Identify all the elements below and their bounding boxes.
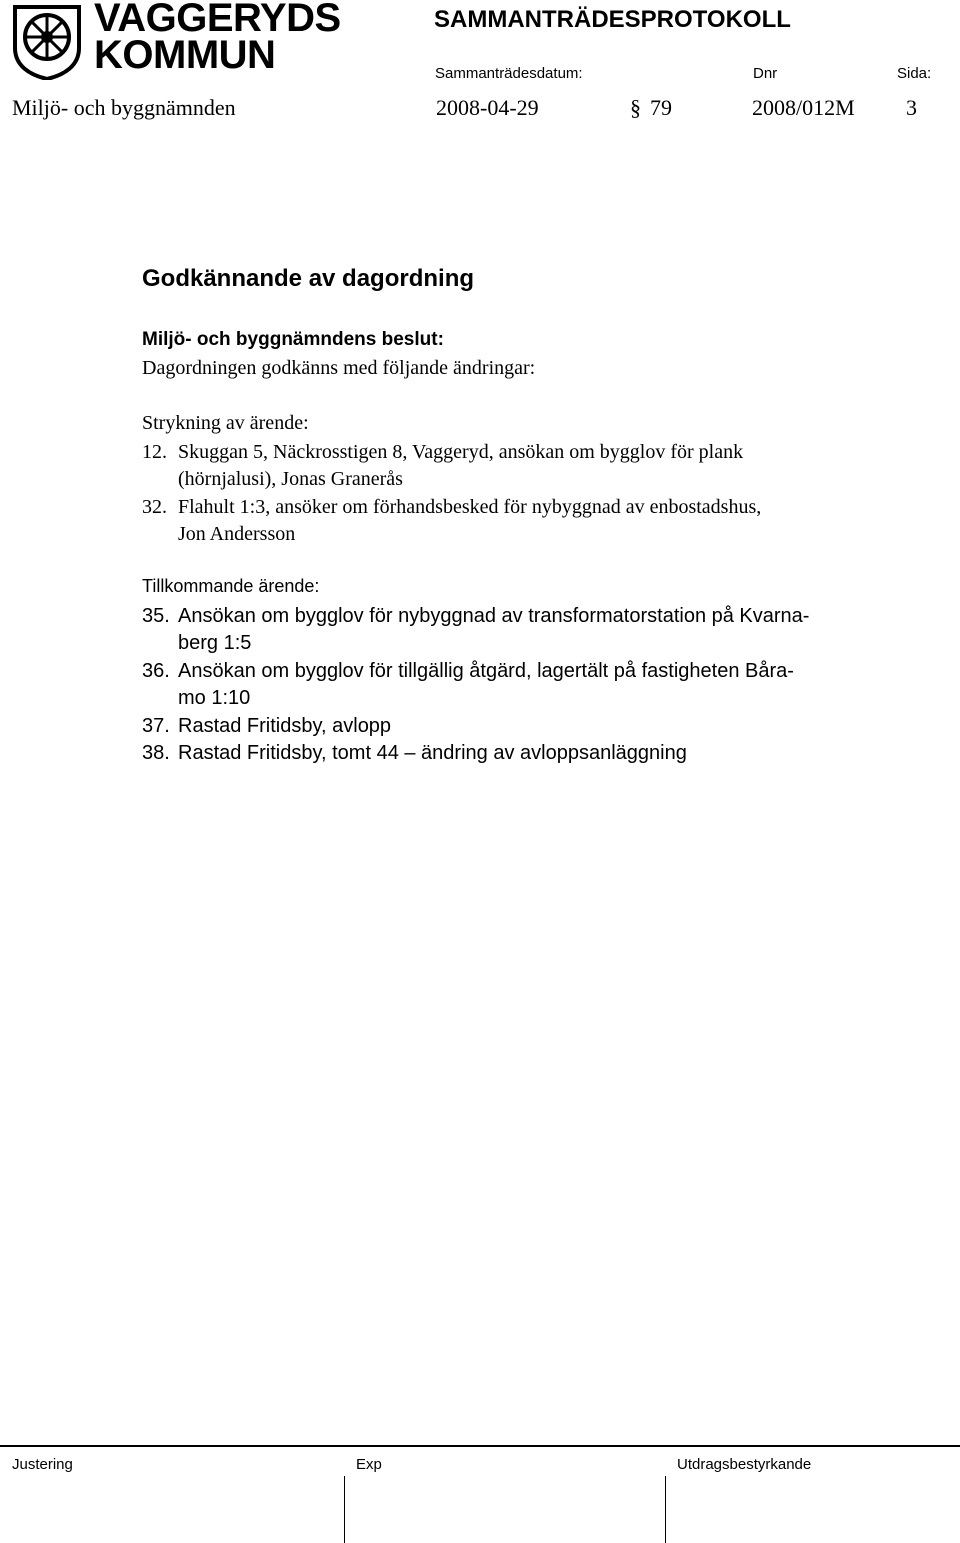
- list-item: [142, 713, 902, 740]
- list-item: [142, 494, 902, 548]
- footer-signature-divider: [344, 1476, 345, 1543]
- page-title: Godkännande av dagordning: [142, 265, 475, 292]
- removal-label: Strykning av ärende:: [142, 412, 309, 434]
- item-text-line: Rastad Fritidsby, tomt 44 – ändring av avloppsanläggning: [178, 742, 687, 764]
- list-item: [142, 603, 902, 657]
- item-number: 36.: [142, 660, 170, 682]
- paragraph-number: 79: [650, 95, 672, 120]
- item-text-line: Jon Andersson: [178, 523, 296, 545]
- logo-line-2: KOMMUN: [94, 33, 276, 77]
- addition-label: Tillkommande ärende:: [142, 576, 320, 596]
- logo-wordmark: [94, 0, 341, 77]
- page-number: 3: [906, 95, 917, 120]
- dnr-label: Dnr: [753, 65, 778, 82]
- list-item: [142, 439, 902, 493]
- committee-name: Miljö- och byggnämnden: [12, 95, 236, 120]
- meeting-date-label: Sammanträdesdatum:: [435, 65, 583, 82]
- footer-justering: Justering: [12, 1456, 73, 1473]
- page-label: Sida:: [897, 65, 932, 82]
- list-item: [142, 658, 902, 712]
- item-number: 12.: [142, 441, 167, 463]
- footer-divider: [0, 1445, 960, 1447]
- document-type: SAMMANTRÄDESPROTOKOLL: [434, 6, 791, 33]
- decision-text: Dagordningen godkänns med följande ändringar:: [142, 357, 536, 379]
- item-text-line: Skuggan 5, Näckrosstigen 8, Vaggeryd, ansökan om bygglov för plank: [178, 441, 744, 463]
- footer-utdragsbestyrkande: Utdragsbestyrkande: [677, 1456, 812, 1473]
- item-text-line: (hörnjalusi), Jonas Granerås: [178, 468, 403, 490]
- logo-emblem: [12, 4, 82, 80]
- meeting-date: 2008-04-29: [436, 95, 539, 120]
- item-text-line: mo 1:10: [178, 687, 251, 709]
- logo-line-1: VAGGERYDS: [94, 0, 341, 40]
- footer-exp: Exp: [356, 1456, 382, 1473]
- item-text-line: Ansökan om bygglov för nybyggnad av transformatorstation på Kvarna-: [178, 605, 810, 627]
- dnr-value: 2008/012M: [752, 95, 855, 120]
- item-number: 38.: [142, 742, 170, 764]
- item-number: 35.: [142, 605, 170, 627]
- wheel-shield-icon: [12, 4, 82, 80]
- item-text-line: Rastad Fritidsby, avlopp: [178, 715, 392, 737]
- decision-heading: Miljö- och byggnämndens beslut:: [142, 329, 444, 350]
- footer-signature-divider: [665, 1476, 666, 1543]
- item-number: 37.: [142, 715, 170, 737]
- paragraph-sign: §: [630, 95, 641, 120]
- item-number: 32.: [142, 496, 167, 518]
- item-text-line: Ansökan om bygglov för tillgällig åtgärd, lagertält på fastigheten Båra-: [178, 660, 794, 682]
- item-text-line: Flahult 1:3, ansöker om förhandsbesked för nybyggnad av enbostadshus,: [178, 496, 762, 518]
- item-text-line: berg 1:5: [178, 632, 252, 654]
- list-item: [142, 740, 902, 767]
